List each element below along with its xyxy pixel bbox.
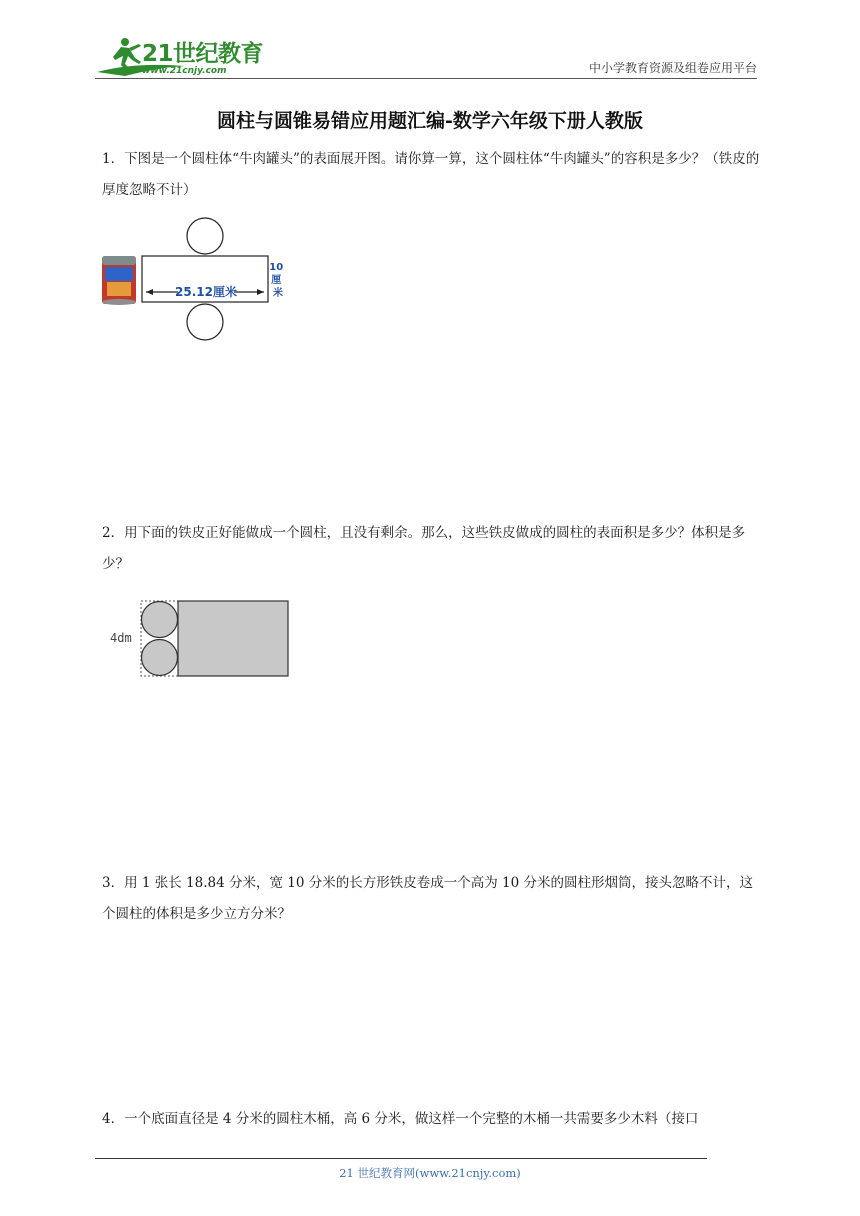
can-icon	[102, 256, 136, 305]
top-circle	[187, 218, 223, 254]
rectangle-sheet	[178, 601, 288, 676]
footer-text: 21 世纪教育网(www.21cnjy.com)	[339, 1166, 521, 1180]
header-tagline: 中小学教育资源及组卷应用平台	[588, 61, 757, 75]
question-1-net-figure	[98, 212, 298, 346]
question-4	[102, 1104, 762, 1135]
question-2	[102, 518, 762, 580]
footer-divider	[95, 1158, 707, 1159]
height-label-line-3: 米	[273, 288, 283, 299]
question-1	[102, 144, 762, 206]
height-label-line-2: 厘	[271, 275, 282, 286]
question-4-text: 一个底面直径是 4 分米的圆柱木桶，高 6 分米，做这样一个完整的木桶一共需要多少木料（接口	[124, 1111, 699, 1127]
lower-circle	[142, 640, 178, 676]
upper-circle	[142, 602, 178, 638]
height-label-line-1: 10	[269, 262, 284, 273]
document-title: 圆柱与圆锥易错应用题汇编-数学六年级下册人教版	[217, 110, 643, 132]
logo-text: 21世纪教育	[142, 41, 264, 67]
question-2-number: 2．	[102, 525, 125, 541]
question-3-number: 3．	[102, 875, 125, 891]
header-divider	[95, 78, 757, 79]
question-1-number: 1．	[102, 151, 125, 167]
height-label	[269, 262, 286, 299]
question-4-number: 4．	[102, 1111, 125, 1127]
side-length-label: 4dm	[110, 631, 132, 645]
question-2-sheet-figure	[106, 596, 296, 680]
question-3-text: 用 1 张长 18.84 分米，宽 10 分米的长方形铁皮卷成一个高为 10 分米的圆柱形烟筒，接头忽略不计，这个圆柱的体积是多少立方分米？	[102, 875, 754, 922]
question-3	[102, 868, 762, 930]
question-1-text: 下图是一个圆柱体“牛肉罐头”的表面展开图。请你算一算，这个圆柱体“牛肉罐头”的容积是多少？（铁皮的厚度忽略不计）	[102, 151, 760, 198]
question-2-text: 用下面的铁皮正好能做成一个圆柱，且没有剩余。那么，这些铁皮做成的圆柱的表面积是多少？体积是多少？	[102, 525, 746, 572]
length-label: 25.12厘米	[175, 285, 237, 299]
bottom-circle	[187, 304, 223, 340]
logo-url: www.21cnjy.com	[142, 66, 227, 76]
